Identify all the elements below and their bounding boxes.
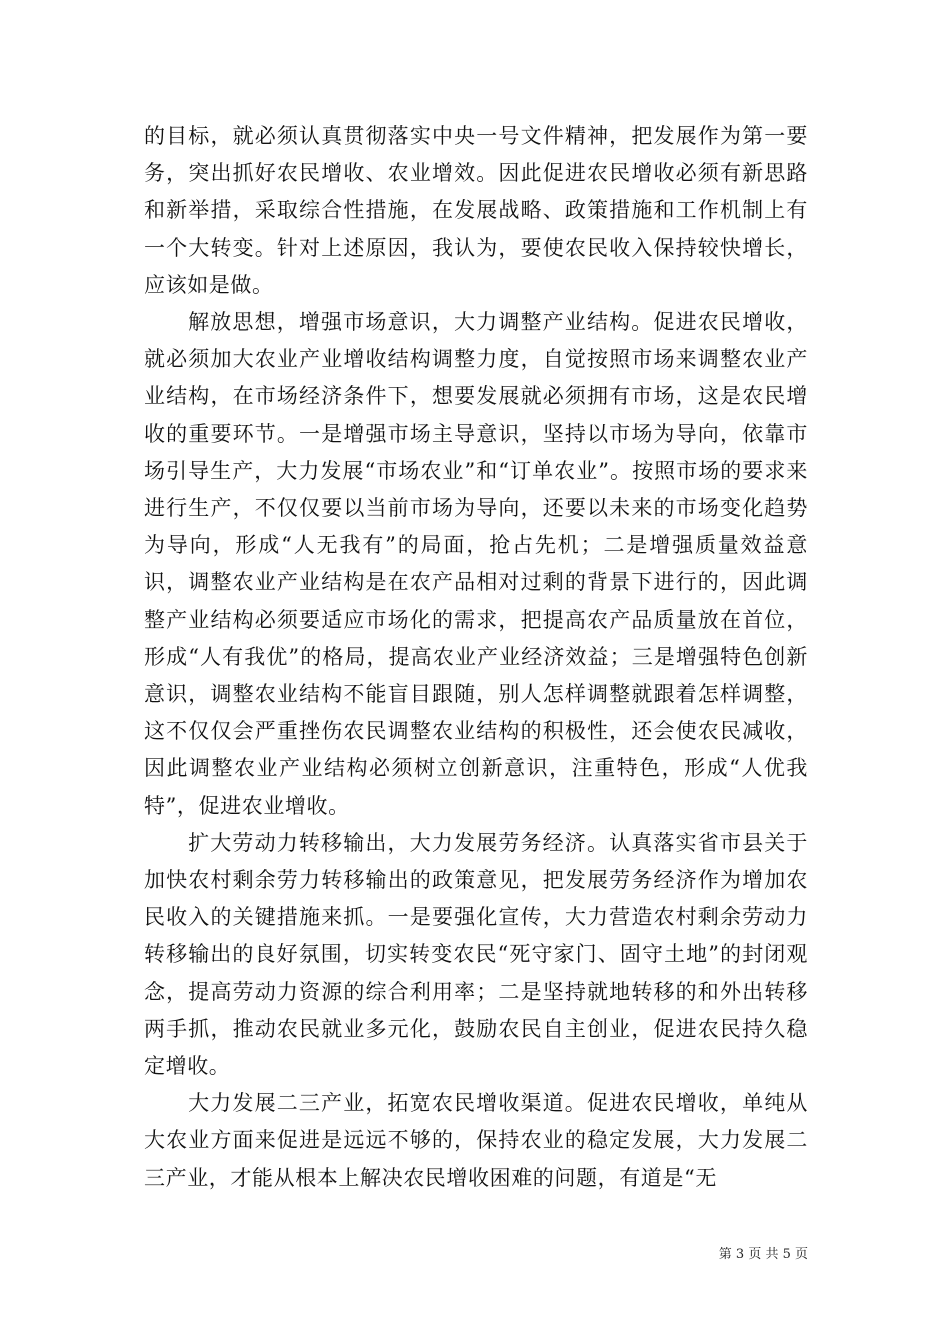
paragraph-secondary-tertiary-industry: 大力发展二三产业，拓宽农民增收渠道。促进农民增收，单纯从大农业方面来促进是远远不够的，保持农业的稳定发展，大力发展二三产业，才能从根本上解决农民增收困难的问题，有道是“无 [144, 1091, 808, 1190]
page-number: 第 3 页 共 5 页 [718, 1247, 808, 1262]
body-text [144, 118, 808, 1197]
paragraph-labor-transfer: 扩大劳动力转移输出，大力发展劳务经济。认真落实省市县关于加快农村剩余劳力转移输出的政策意见，把发展劳务经济作为增加农民收入的关键措施来抓。一是要强化宣传，大力营造农村剩余劳动力转移输出的良好氛围，切实转变农民“死守家门、固守土地”的封闭观念，提高劳动力资源的综合利用率；二是坚持就地转移的和外出转移两手抓，推动农民就业多元化，鼓励农民自主创业，促进农民持久稳定增收。 [144, 830, 808, 1079]
paragraph-market-awareness: 解放思想，增强市场意识，大力调整产业结构。促进农民增收，就必须加大农业产业增收结构调整力度，自觉按照市场来调整农业产业结构，在市场经济条件下，想要发展就必须拥有市场，这是农民增收的重要环节。一是增强市场主导意识，坚持以市场为导向，依靠市场引导生产，大力发展“市场农业”和“订单农业”。按照市场的要求来进行生产，不仅仅要以当前市场为导向，还要以未来的市场变化趋势为导向，形成“人无我有”的局面，抢占先机；二是增强质量效益意识，调整农业产业结构是在农产品相对过剩的背景下进行的，因此调整产业结构必须要适应市场化的需求，把提高农产品质量放在首位，形成“人有我优”的格局，提高农业产业经济效益；三是增强特色创新意识，调整农业结构不能盲目跟随，别人怎样调整就跟着怎样调整，这不仅仅会严重挫伤农民调整农业结构的积极性，还会使农民减收，因此调整农业产业结构必须树立创新意识，注重特色，形成“人优我特”，促进农业增收。 [144, 310, 808, 818]
paragraph-continuation: 的目标，就必须认真贯彻落实中央一号文件精神，把发展作为第一要务，突出抓好农民增收、农业增效。因此促进农民增收必须有新思路和新举措，采取综合性措施，在发展战略、政策措施和工作机制上有一个大转变。针对上述原因，我认为，要使农民收入保持较快增长，应该如是做。 [144, 124, 808, 297]
